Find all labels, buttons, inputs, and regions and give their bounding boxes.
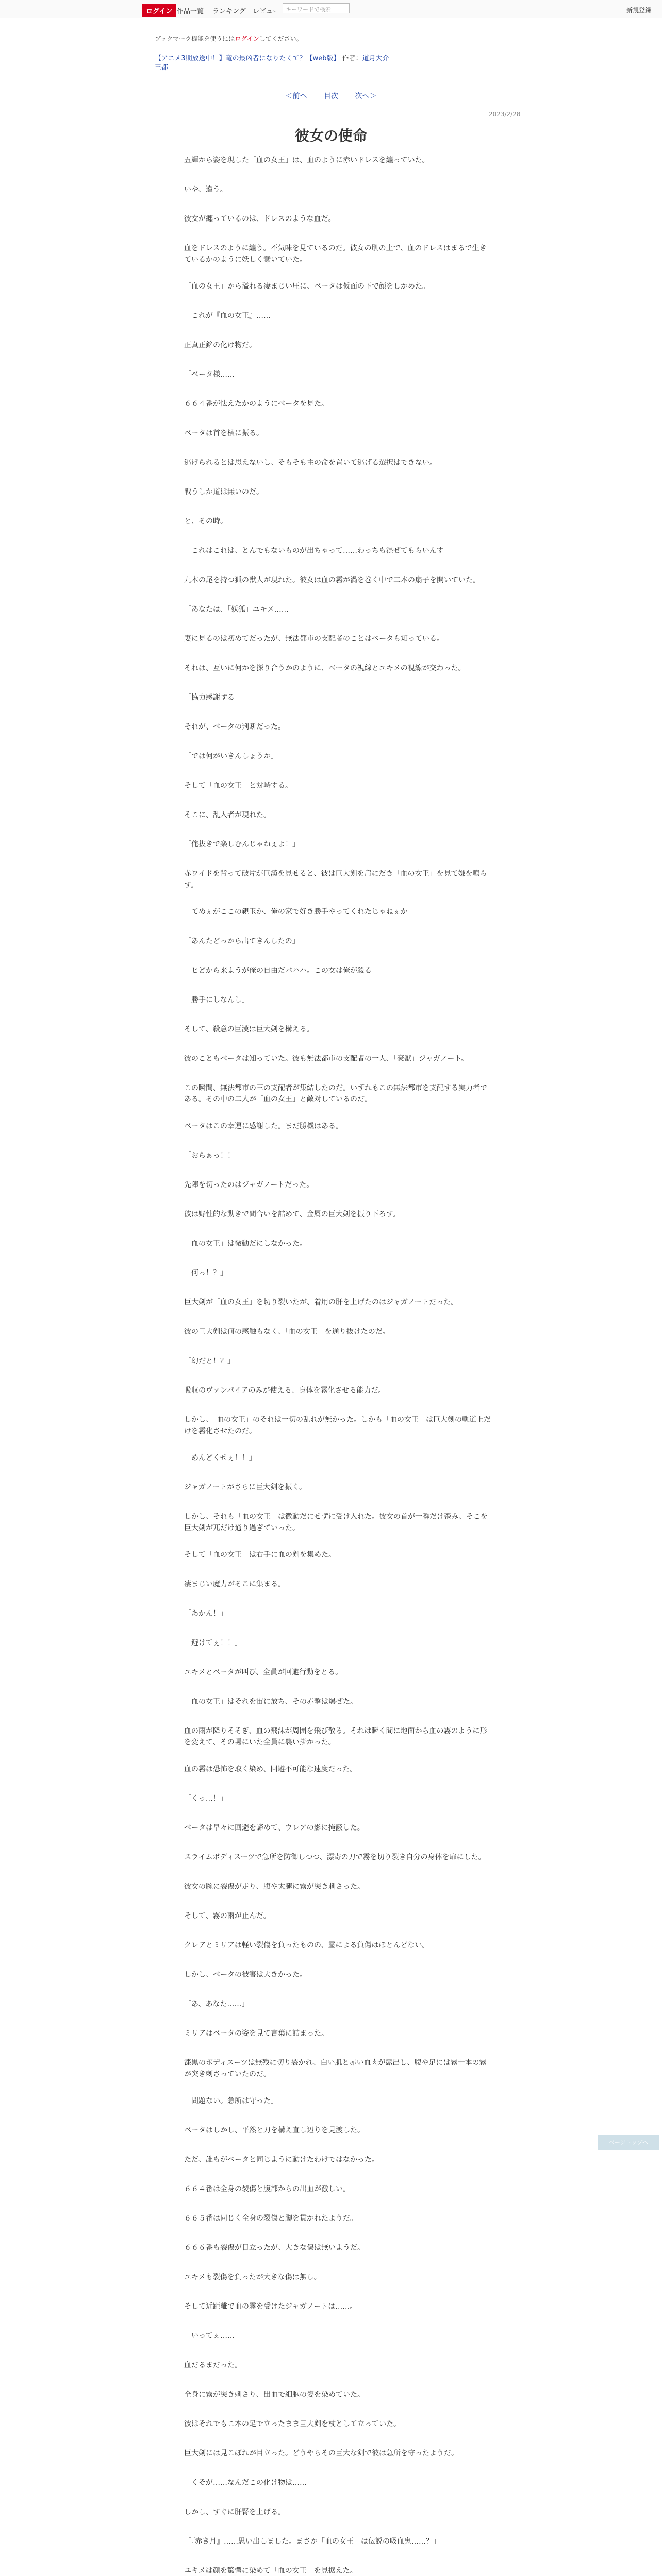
paragraph: しかし、「血の女王」のそれは一切の乱れが無かった。しかも「血の女王」は巨大剣の軌道上だけを霧化させたのだ。: [184, 1416, 491, 1435]
paragraph: 彼女が纏っているのは、ドレスのような血だ。: [184, 215, 336, 223]
paragraph: ユキメは顔を驚愕に染めて「血の女王」を見据えた。: [184, 2567, 357, 2575]
paragraph: 「これが『血の女王』……」: [184, 312, 278, 320]
top-bar: [0, 0, 662, 18]
paragraph: ベータはこの幸運に感謝した。まだ勝機はある。: [184, 1122, 343, 1130]
paragraph: 五輝から姿を現した「血の女王」は、血のように赤いドレスを纏っていた。: [184, 156, 429, 164]
paragraph: 「いってぇ……」: [184, 2332, 242, 2340]
series-header: [155, 53, 389, 62]
paragraph: 漆黒のボディスーツは無残に切り裂かれ、白い肌と赤い血肉が露出し、腹や足には霧十本の霧が突き刺さっていたのだ。: [184, 2059, 487, 2078]
next-link[interactable]: 次へ＞: [355, 92, 377, 100]
bookmark-notice: [155, 34, 303, 43]
paragraph: 「くっ…！」: [184, 1794, 227, 1803]
paragraph: 逃げられるとは思えないし、そもそも主の命を置いて逃げる選択はできない。: [184, 459, 437, 467]
paragraph: 彼はそれでもこ本の足で立ったまま巨大剣を杖として立っていた。: [184, 2420, 401, 2428]
paragraph: 「避けてぇ！！」: [184, 1639, 242, 1647]
paragraph: そして、殺意の巨漢は巨大剣を構える。: [184, 1025, 314, 1033]
paragraph: ベータは首を横に振る。: [184, 429, 263, 437]
paragraph: 血をドレスのように纏う。不気味を見ているのだ。彼女の肌の上で、血のドレスはまるで生きているかのように妖しく蠢いていた。: [184, 244, 487, 264]
register-link[interactable]: 新規登録: [626, 7, 652, 14]
paragraph: 全身に霧が突き刺さり、出血で細胞の姿を染めていた。: [184, 2391, 365, 2399]
paragraph: 彼は野性的な動きで間合いを詰めて、金属の巨大剣を振り下ろす。: [184, 1210, 400, 1218]
paragraph: しかし、ベータの被害は大きかった。: [184, 1971, 307, 1979]
paragraph: 巨大剣が「血の女王」を切り裂いたが、着用の肝を上げたのはジャガノートだった。: [184, 1298, 458, 1307]
paragraph: 戦うしか道は無いのだ。: [184, 488, 263, 496]
paragraph: 「幻だと！？」: [184, 1357, 235, 1365]
paragraph: 「おらぁっ！！」: [184, 1151, 242, 1160]
paragraph: ６６４番は全身の裂傷と腹部からの出血が激しい。: [184, 2185, 350, 2193]
paragraph: 血だるまだった。: [184, 2361, 242, 2369]
chapter-title: 彼女の使命: [294, 127, 367, 144]
index-link[interactable]: 目次: [324, 92, 338, 100]
paragraph: 「あかん！」: [184, 1609, 227, 1618]
paragraph: 「てめぇがここの親玉か、俺の家で好き勝手やってくれたじゃねぇか」: [184, 908, 415, 916]
paragraph: ベータは早々に回避を諦めて、ウレアの影に掩蔽した。: [184, 1824, 365, 1832]
nav-ranking[interactable]: ランキング: [212, 8, 246, 15]
nav-review[interactable]: レビュー: [253, 8, 280, 15]
paragraph: 妻に見るのは初めてだったが、無法都市の支配者のことはベータも知っている。: [184, 635, 444, 643]
nav-works[interactable]: 作品一覧: [177, 8, 204, 15]
paragraph: 吸収のヴァンパイアのみが使える、身体を霧化させる能力だ。: [184, 1386, 386, 1395]
author-link[interactable]: 道月大介: [362, 55, 389, 62]
paragraph: 「めんどくせぇ！！」: [184, 1454, 256, 1462]
prev-link[interactable]: ＜前へ: [285, 92, 307, 100]
paragraph: ６６６番も裂傷が目立ったが、大きな傷は無いようだ。: [184, 2244, 365, 2252]
notice-pre: ブックマーク機能を使うには: [155, 35, 235, 42]
paragraph: そこに、乱入者が現れた。: [184, 811, 271, 819]
notice-post: してください。: [259, 35, 303, 42]
paragraph: と、その時。: [184, 517, 227, 526]
paragraph: クレアとミリアは軽い裂傷を負ったものの、霊による負傷はほとんどない。: [184, 1941, 429, 1950]
chapter-pager: [0, 91, 662, 101]
page-top-button[interactable]: ページトップへ: [598, 2135, 659, 2150]
paragraph: 先陣を切ったのはジャガノートだった。: [184, 1181, 314, 1189]
paragraph: この瞬間、無法都市の三の支配者が集結したのだ。いずれもこの無法都市を支配する実力者である。その中の二人が「血の女王」と敵対しているのだ。: [184, 1084, 487, 1104]
paragraph: 九本の尾を持つ狐の獣人が現れた。彼女は血の霧が渦を巻く中で二本の扇子を開いていた。: [184, 576, 480, 584]
paragraph: 「あなたは、「妖狐」ユキメ……」: [184, 605, 296, 614]
author-prefix: 作者：: [342, 55, 362, 62]
paragraph: 「血の女王」はそれを宙に放ち、その赤撃は爆ぜた。: [184, 1698, 357, 1706]
paragraph: 「何っ！？」: [184, 1269, 227, 1277]
paragraph: 「ヒどから来ようが俺の自由だバハハ。この女は俺が殺る」: [184, 967, 379, 975]
paragraph: ６６５番は同じく全身の裂傷と脚を貫かれたようだ。: [184, 2214, 357, 2223]
paragraph: そして近距離で血の霧を受けたジャガノートは……。: [184, 2302, 357, 2311]
paragraph: 「ベータ様……」: [184, 370, 242, 379]
paragraph: スライムボディスーツで急所を防御しつつ、漂寄の刀で霧を切り裂き自分の身体を扉にした。: [184, 1853, 486, 1861]
notice-login-link[interactable]: ログイン: [235, 35, 259, 42]
post-date: 2023/2/28: [489, 111, 521, 118]
paragraph: 「くそが……なんだこの化け物は……」: [184, 2479, 314, 2487]
paragraph: 「あ、あなた……」: [184, 2000, 249, 2008]
paragraph: しかし、すぐに肝腎を上げる。: [184, 2508, 285, 2516]
paragraph: 赤ワイドを背って破片が巨漢を見せると、彼は巨大剣を肩にだき「血の女王」を見て嫌を鳴らす。: [184, 870, 487, 889]
paragraph: 「勝手にしなんし」: [184, 996, 249, 1004]
paragraph: ベータはしかし、平然と刀を構え直し辺りを見渡した。: [184, 2126, 365, 2134]
paragraph: 「では何がいきんしょうか」: [184, 752, 278, 760]
paragraph: ただ、誰もがベータと同じように動けたわけではなかった。: [184, 2156, 379, 2164]
paragraph: 血の雨が降りそそぎ、血の飛沫が周囲を飛び散る。それは瞬く間に地面から血の霧のように形を変えて、その場にいた全員に襲い掛かった。: [184, 1727, 487, 1747]
paragraph: 彼のこともベータは知っていた。彼も無法都市の支配者の一人、「豪獣」ジャガノート。: [184, 1055, 469, 1063]
paragraph: それは、互いに何かを探り合うかのように、ベータの視線とユキメの視線が交わった。: [184, 664, 466, 672]
paragraph: 正真正銘の化け物だ。: [184, 341, 256, 349]
paragraph: ６６４番が怯えたかのようにベータを見た。: [184, 400, 328, 408]
novel-body: [184, 155, 493, 2576]
paragraph: ミリアはベータの姿を見て言葉に詰まった。: [184, 2029, 328, 2038]
paragraph: 「俺抜きで楽しむんじゃねぇよ！」: [184, 840, 300, 849]
paragraph: 凄まじい魔力がそこに集まる。: [184, 1580, 285, 1588]
paragraph: しかし、それも「血の女王」は微動だにせずに受け入れた。彼女の首が一瞬だけ歪み、そこを巨大剣が兀だけ通り過ぎていった。: [184, 1513, 488, 1532]
paragraph: いや、違う。: [184, 185, 227, 194]
paragraph: 「あんたどっから出てきんしたの」: [184, 937, 300, 945]
paragraph: 血の霧は恐怖を取く染め、回避不可能な速度だった。: [184, 1765, 357, 1773]
series-subline[interactable]: 王都: [155, 64, 169, 72]
paragraph: 彼の巨大剣は何の感触もなく、「血の女王」を通り抜けたのだ。: [184, 1328, 390, 1336]
login-button[interactable]: ログイン: [142, 4, 176, 17]
paragraph: 「血の女王」は微動だにしなかった。: [184, 1240, 307, 1248]
paragraph: ユキメとベータが叫び、全員が回避行動をとる。: [184, 1668, 343, 1676]
paragraph: 巨大剣には見こぼれが目立った。どうやらその巨大な剣で彼は急所を守ったようだ。: [184, 2449, 458, 2458]
paragraph: そして「血の女王」は右手に血の剣を集めた。: [184, 1551, 336, 1559]
series-title-link[interactable]: 【アニメ3期放送中！】竜の最凶者になりたくて？【web版】: [155, 55, 340, 62]
search-input[interactable]: キーワードで検索: [283, 3, 350, 13]
paragraph: 「『赤き月』……思い出しました。まさか「血の女王」は伝説の吸血鬼……？」: [184, 2537, 440, 2546]
paragraph: ジャガノートがさらに巨大剣を振く。: [184, 1483, 307, 1492]
paragraph: 「血の女王」から溢れる凄まじい圧に、ベータは仮面の下で顔をしかめた。: [184, 282, 429, 291]
paragraph: 彼女の腕に裂傷が走り、腹や太腿に霧が突き刺さった。: [184, 1883, 365, 1891]
paragraph: それが、ベータの判断だった。: [184, 723, 285, 731]
paragraph: 「これはこれは、とんでもないものが出ちゃって……わっちも混ぜてもらいんす」: [184, 547, 451, 555]
paragraph: 「協力感謝する」: [184, 693, 242, 702]
paragraph: 「問題ない。急所は守った」: [184, 2097, 278, 2105]
paragraph: ユキメも裂傷を負ったが大きな傷は無し。: [184, 2273, 321, 2281]
paragraph: そして、霧の雨が止んだ。: [184, 1912, 271, 1920]
paragraph: そして「血の女王」と対峙する。: [184, 782, 292, 790]
